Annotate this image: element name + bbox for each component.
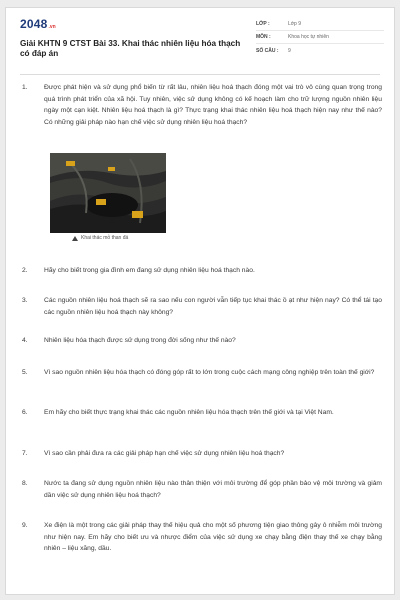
question-number: 6. bbox=[22, 409, 28, 416]
question-number: 3. bbox=[22, 297, 28, 304]
question-number: 8. bbox=[22, 480, 28, 487]
question-8 bbox=[22, 478, 384, 501]
question-6 bbox=[22, 407, 384, 419]
logo-domain-text: .vn bbox=[48, 24, 56, 30]
figure-caption-text: Khai thác mỏ than đá bbox=[81, 235, 129, 241]
question-text: Hãy cho biết trong gia đình em đang sử dụng nhiên liệu hoá thạch nào. bbox=[44, 267, 255, 274]
question-4 bbox=[22, 335, 384, 347]
question-text: Em hãy cho biết thực trạng khai thác các nguồn nhiên liệu hóa thạch trên thế giới và tại Việt Nam. bbox=[44, 409, 334, 416]
question-number: 2. bbox=[22, 267, 28, 274]
question-number: 4. bbox=[22, 337, 28, 344]
question-7 bbox=[22, 448, 384, 460]
meta-info bbox=[256, 18, 384, 57]
question-text: Các nguồn nhiên liệu hoá thạch sẽ ra sao nếu con người vẫn tiếp tục khai thác ồ ạt như hiện nay? Có thể tái tạo các nguồn nhiên liệu hoá thạch này không? bbox=[44, 297, 382, 316]
meta-row-class bbox=[256, 18, 384, 31]
question-text: Vì sao nguồn nhiên liệu hóa thạch có đóng góp rất to lớn trong cuộc cách mạng công nghiệp trên toàn thế giới? bbox=[44, 369, 375, 376]
document-page bbox=[5, 7, 395, 595]
caption-triangle-icon bbox=[72, 236, 78, 241]
question-5 bbox=[22, 367, 384, 379]
meta-key: SỐ CÂU : bbox=[256, 47, 279, 54]
question-2 bbox=[22, 265, 384, 277]
meta-key: LỚP : bbox=[256, 21, 270, 27]
meta-value: 9 bbox=[288, 47, 291, 54]
question-text: Nước ta đang sử dụng nguồn nhiên liệu nào thân thiện với môi trường để góp phần bảo vệ môi trường và giảm dần việc sử dụng nhiên liệu hoá thạch? bbox=[44, 480, 382, 499]
meta-row-count bbox=[256, 44, 384, 57]
document-header bbox=[6, 8, 394, 70]
coal-mine-illustration bbox=[50, 153, 166, 233]
question-number: 5. bbox=[22, 369, 28, 376]
meta-key: MÔN : bbox=[256, 34, 271, 40]
question-text: Được phát hiện và sử dụng phổ biến từ rất lâu, nhiên liệu hoá thạch đóng một vai trò vô cùng quan trọng trong quá trình phát triển của xã hội. Tuy nhiên, việc sử dụng không có kế hoạch làm cho trữ lượng nguồn nhiên liệu ngày một cạn kiệt. Nhiên liệu hoá thạch là gì? Thực trạng khai thác nhiên liệu hoá thạch hiện nay như thế nào? Có những giải pháp nào hạn chế việc sử dụng nhiên liệu hoá thạch? bbox=[44, 84, 382, 126]
question-1 bbox=[22, 82, 384, 128]
meta-value: Lớp 9 bbox=[288, 21, 302, 27]
page-title: Giải KHTN 9 CTST Bài 33. Khai thác nhiên liệu hóa thạch có đáp án bbox=[20, 39, 241, 58]
logo-main-text: 2048 bbox=[20, 17, 48, 31]
coal-mine-image bbox=[50, 153, 166, 233]
question-number: 9. bbox=[22, 522, 28, 529]
question-text: Vì sao cần phải đưa ra các giải pháp hạn chế việc sử dụng nhiên liệu hoá thạch? bbox=[44, 450, 285, 457]
meta-value: Khoa học tự nhiên bbox=[288, 34, 329, 40]
question-text: Nhiên liệu hóa thạch được sử dụng trong đời sống như thế nào? bbox=[44, 337, 236, 344]
question-number: 7. bbox=[22, 450, 28, 457]
question-3 bbox=[22, 295, 384, 318]
question-number: 1. bbox=[22, 84, 28, 91]
header-divider bbox=[20, 74, 380, 75]
figure-caption bbox=[72, 235, 128, 241]
meta-row-subject bbox=[256, 31, 384, 44]
question-text: Xe điện là một trong các giải pháp thay thế hiệu quả cho một số phương tiện giao thông gây ô nhiễm môi trường như hiện nay. Em hãy cho biết ưu và nhược điểm của việc sử dụng xe chạy bằng điện thay thế xe chạy bằng nhiên – liệu xăng, dầu. bbox=[44, 522, 382, 553]
question-9 bbox=[22, 520, 384, 555]
site-logo[interactable] bbox=[20, 17, 56, 31]
